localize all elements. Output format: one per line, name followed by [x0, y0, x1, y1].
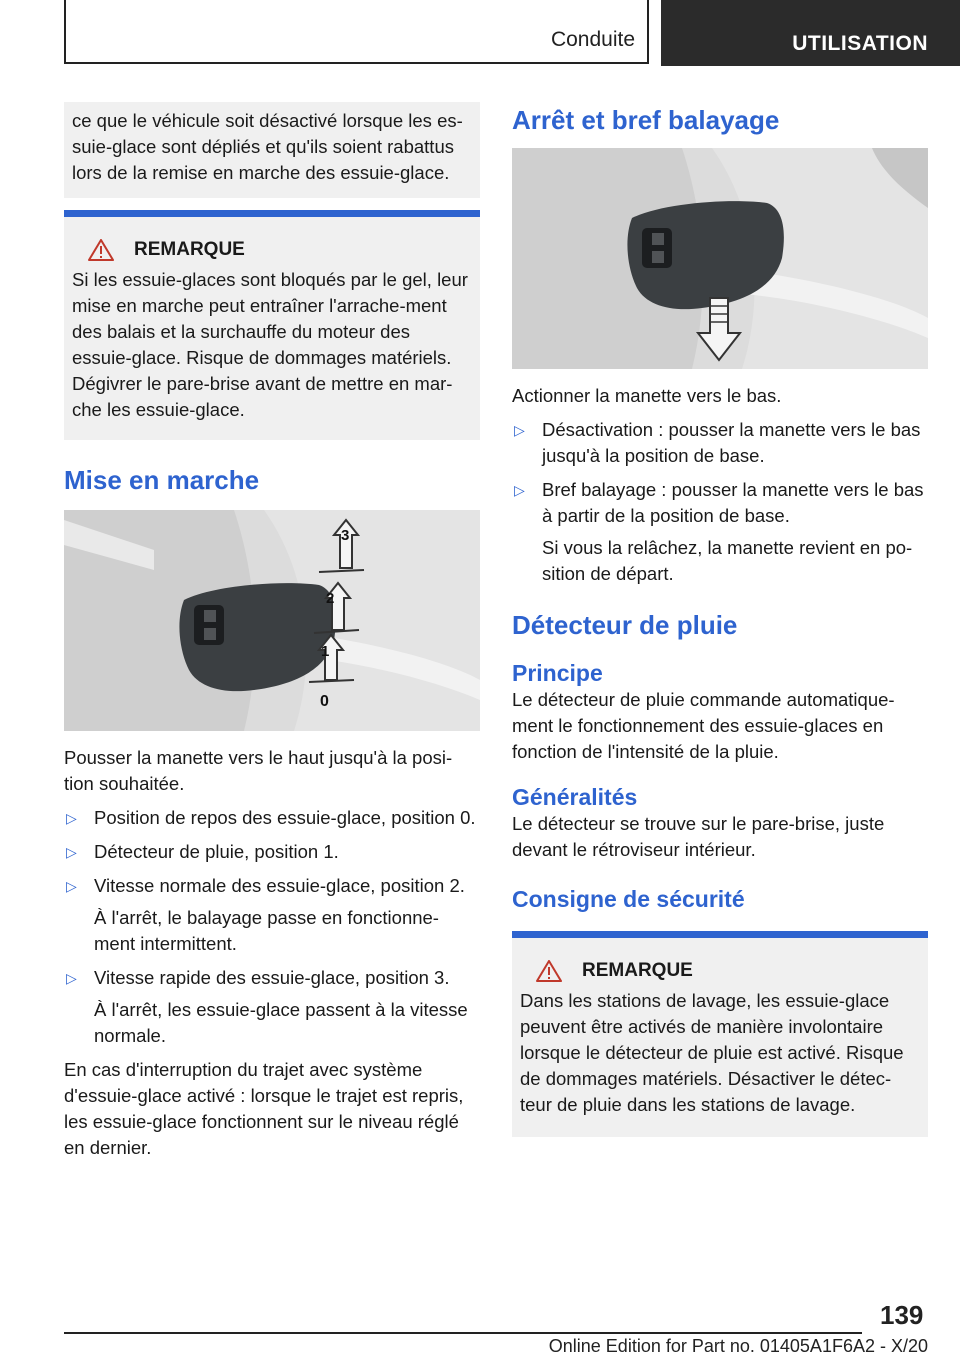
position-label-1: 1 [321, 643, 330, 660]
note-header [72, 239, 472, 261]
header-chapter: UTILISATION [661, 0, 960, 66]
generalites-text: Le détecteur se trouve sur le pare-brise, juste devant le rétroviseur intérieur. [512, 813, 885, 860]
principe-text: Le détecteur de pluie commande automatique-ment le fonctionnement des essuie-glaces en fonction de l'intensité de la pluie. [512, 689, 895, 762]
list-item [64, 839, 480, 865]
intro-box [64, 102, 480, 198]
warning-triangle-icon [88, 239, 114, 261]
page-number: 139 [880, 1300, 924, 1330]
triangle-right-icon: ▷ [66, 810, 77, 826]
left-column [64, 102, 480, 1161]
lever-down-instruction: Actionner la manette vers le bas. [512, 385, 782, 406]
list-item-text: Détecteur de pluie, position 1. [94, 841, 339, 862]
lever-down-figure [512, 148, 928, 369]
note-header [520, 960, 920, 982]
position-label-3: 3 [341, 527, 350, 544]
intro-text: ce que le véhicule soit désactivé lorsque les es-suie-glace sont dépliés et qu'ils soient rabattus lors de la remise en marche des essuie-glace. [72, 110, 463, 183]
list-item-text: Vitesse normale des essuie-glace, position 2. [94, 875, 465, 896]
header-section: Conduite [550, 28, 635, 51]
wiper-positions-list [64, 805, 480, 1049]
note-title: REMARQUE [582, 960, 693, 981]
section-heading-arret: Arrêt et bref balayage [512, 105, 780, 135]
stop-wipe-list [512, 417, 928, 587]
section-heading-detecteur: Détecteur de pluie [512, 610, 738, 640]
list-item [64, 965, 480, 1049]
wiper-lever-down-illustration [512, 148, 928, 369]
lever-positions-figure [64, 510, 480, 731]
list-item-note: À l'arrêt, les essuie-glace passent à la vitesse normale. [94, 999, 468, 1046]
footer-divider [64, 1332, 862, 1334]
list-item-text: Position de repos des essuie-glace, position 0. [94, 807, 476, 828]
triangle-right-icon: ▷ [66, 844, 77, 860]
list-item-note: Si vous la relâchez, la manette revient en po-sition de départ. [542, 537, 913, 584]
subheading-consigne: Consigne de sécurité [512, 886, 745, 912]
warning-triangle-icon [536, 960, 562, 982]
position-label-2: 2 [326, 590, 335, 607]
warning-note [512, 931, 928, 1137]
triangle-right-icon: ▷ [514, 482, 525, 498]
list-item [64, 805, 480, 831]
triangle-right-icon: ▷ [66, 970, 77, 986]
list-item-note: À l'arrêt, le balayage passe en fonctionne-ment intermittent. [94, 907, 439, 954]
note-title: REMARQUE [134, 239, 245, 260]
note-text: Dans les stations de lavage, les essuie-glace peuvent être activés de manière involontaire lorsque le détecteur de pluie est activé. Risque de dommages matériels. Désactiver le détec-teur de pluie dans les stations de lavage. [520, 990, 904, 1115]
triangle-right-icon: ▷ [66, 878, 77, 894]
list-item-text: Vitesse rapide des essuie-glace, position 3. [94, 967, 450, 988]
wiper-lever-up-illustration [64, 510, 480, 731]
list-item [512, 477, 928, 587]
subheading-principe: Principe [512, 660, 603, 686]
list-item-text: Désactivation : pousser la manette vers le bas jusqu'à la position de base. [542, 419, 921, 466]
subheading-generalites: Généralités [512, 784, 638, 810]
list-item-text: Bref balayage : pousser la manette vers le bas à partir de la position de base. [542, 479, 924, 526]
position-label-0: 0 [320, 693, 329, 710]
interruption-text: En cas d'interruption du trajet avec système d'essuie-glace activé : lorsque le trajet est repris, les essuie-glace fonctionnent sur le niveau réglé en dernier. [64, 1059, 464, 1158]
note-text: Si les essuie-glaces sont bloqués par le gel, leur mise en marche peut entraîner l'arrache-ment des balais et la surchauffe du moteur des essuie-glace. Risque de dommages matériels. Dégivrer le pare-brise avant de mettre en mar-che les essuie-glace. [72, 269, 468, 420]
lever-up-instruction: Pousser la manette vers le haut jusqu'à la posi-tion souhaitée. [64, 747, 453, 794]
section-heading-mise-en-marche: Mise en marche [64, 465, 260, 495]
list-item [512, 417, 928, 469]
right-column [512, 102, 928, 1137]
triangle-right-icon: ▷ [514, 422, 525, 438]
edition-footer: Online Edition for Part no. 01405A1F6A2 - X/20 [548, 1336, 928, 1356]
warning-note [64, 210, 480, 440]
list-item [64, 873, 480, 957]
